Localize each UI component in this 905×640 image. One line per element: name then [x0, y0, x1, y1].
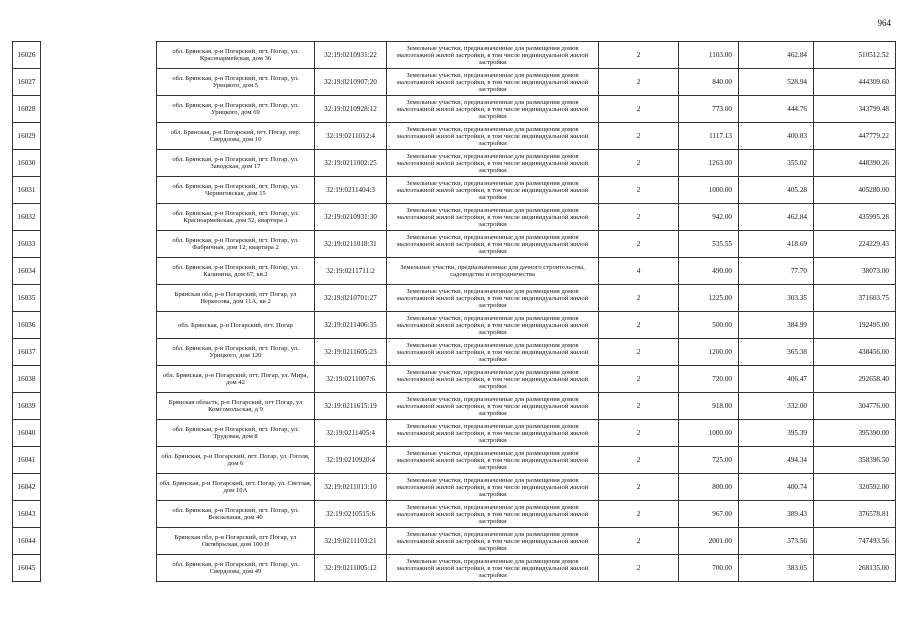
row-number: 16045	[13, 555, 41, 582]
category-code-cell: 2	[599, 555, 679, 582]
land-use-cell: Земельные участки, предназначенные для размещения домов малоэтажной жилой застройки, в том числе индивидуальной жилой застройки	[387, 123, 599, 150]
table-row	[13, 474, 896, 501]
land-use-cell: Земельные участки, предназначенные для размещения домов малоэтажной жилой застройки, в том числе индивидуальной жилой застройки	[387, 366, 599, 393]
specific-value-cell: 384.99	[739, 312, 814, 339]
land-use-cell: Земельные участки, предназначенные для размещения домов малоэтажной жилой застройки, в том числе индивидуальной жилой застройки	[387, 312, 599, 339]
cadastral-number-cell: 32:19:0211405:4	[315, 420, 387, 447]
area-cell: 800.00	[679, 474, 739, 501]
land-use-cell: Земельные участки, предназначенные для размещения домов малоэтажной жилой застройки, в том числе индивидуальной жилой застройки	[387, 231, 599, 258]
category-code-cell: 2	[599, 150, 679, 177]
table-row	[13, 123, 896, 150]
row-number: 16031	[13, 177, 41, 204]
cadastral-value-cell: 438456.00	[814, 339, 896, 366]
specific-value-cell: 400.83	[739, 123, 814, 150]
table-row	[13, 285, 896, 312]
address-cell: обл. Брянская, р-н Погарский, пгт. Погар, ул. Заводская, дом 17	[157, 150, 315, 177]
cadastral-value-cell: 304776.00	[814, 393, 896, 420]
table-body	[13, 42, 896, 582]
specific-value-cell: 395.39	[739, 420, 814, 447]
category-code-cell: 2	[599, 69, 679, 96]
specific-value-cell: 365.38	[739, 339, 814, 366]
blank-cell	[41, 447, 157, 474]
table-row	[13, 69, 896, 96]
row-number: 16038	[13, 366, 41, 393]
address-cell: обл. Брянская, р-н Погарский, пгт. Погар, ул. Мира, дом 42	[157, 366, 315, 393]
cadastral-value-cell: 38073.00	[814, 258, 896, 285]
blank-cell	[41, 42, 157, 69]
area-cell: 840.00	[679, 69, 739, 96]
category-code-cell: 2	[599, 447, 679, 474]
cadastral-number-cell: 32:19:0211005:12	[315, 555, 387, 582]
address-cell: обл. Брянская, р-н Погарский, пгт. Погар, ул. Черниговская, дом 15	[157, 177, 315, 204]
row-number: 16028	[13, 96, 41, 123]
table-row	[13, 177, 896, 204]
cadastral-value-cell: 447779.22	[814, 123, 896, 150]
cadastral-number-cell: 32:19:0211404:3	[315, 177, 387, 204]
row-number: 16026	[13, 42, 41, 69]
land-use-cell: Земельные участки, предназначенные для размещения домов малоэтажной жилой застройки, в том числе индивидуальной жилой застройки	[387, 393, 599, 420]
cadastral-number-cell: 32:19:0210931:30	[315, 204, 387, 231]
category-code-cell: 4	[599, 258, 679, 285]
cadastral-value-cell: 376578.81	[814, 501, 896, 528]
row-number: 16032	[13, 204, 41, 231]
table-row	[13, 393, 896, 420]
table-row	[13, 339, 896, 366]
table-row	[13, 555, 896, 582]
cadastral-value-cell: 435995.28	[814, 204, 896, 231]
area-cell: 490.00	[679, 258, 739, 285]
specific-value-cell: 418.69	[739, 231, 814, 258]
address-cell: обл. Брянская, р-н Погарский, пгт. Погар, ул. Фабричная, дом 12, квартира 2	[157, 231, 315, 258]
address-cell: обл. Брянская, р-н Погарский, пгт. Погар, ул. Красноармейская, дом 52, квартира 1	[157, 204, 315, 231]
area-cell: 1263.00	[679, 150, 739, 177]
area-cell: 2001.00	[679, 528, 739, 555]
cadastral-value-cell: 395390.00	[814, 420, 896, 447]
category-code-cell: 2	[599, 312, 679, 339]
area-cell: 918.00	[679, 393, 739, 420]
area-cell: 1103.00	[679, 42, 739, 69]
address-cell: обл. Брянская, р-н Погарский, пгт. Погар, ул. Урицкого, дом 120	[157, 339, 315, 366]
category-code-cell: 2	[599, 393, 679, 420]
blank-cell	[41, 501, 157, 528]
land-use-cell: Земельные участки, предназначенные для размещения домов малоэтажной жилой застройки, в том числе индивидуальной жилой застройки	[387, 447, 599, 474]
category-code-cell: 2	[599, 285, 679, 312]
cadastral-value-cell: 224229.43	[814, 231, 896, 258]
row-number: 16041	[13, 447, 41, 474]
specific-value-cell: 528.94	[739, 69, 814, 96]
area-cell: 1000.00	[679, 420, 739, 447]
area-cell: 720.00	[679, 366, 739, 393]
blank-cell	[41, 204, 157, 231]
area-cell: 1225.00	[679, 285, 739, 312]
table-row	[13, 447, 896, 474]
blank-cell	[41, 555, 157, 582]
cadastral-number-cell: 32:19:0211018:31	[315, 231, 387, 258]
area-cell: 535.55	[679, 231, 739, 258]
address-cell: Брянская область, р-н Погарский, пгт Погар, ул Комсомольская, д 9	[157, 393, 315, 420]
blank-cell	[41, 258, 157, 285]
cadastral-value-cell: 358396.50	[814, 447, 896, 474]
land-use-cell: Земельные участки, предназначенные для размещения домов малоэтажной жилой застройки, в том числе индивидуальной жилой застройки	[387, 69, 599, 96]
address-cell: обл. Брянская, р-н Погарский, пгт. Погар, ул. Вокзальная, дом 40	[157, 501, 315, 528]
specific-value-cell: 383.05	[739, 555, 814, 582]
address-cell: обл. Брянская, р-н Погарский, пгт. Погар, ул. Калинина, дом 67, кв.2	[157, 258, 315, 285]
specific-value-cell: 462.84	[739, 204, 814, 231]
land-use-cell: Земельные участки, предназначенные для размещения домов малоэтажной жилой застройки, в том числе индивидуальной жилой застройки	[387, 42, 599, 69]
table-row	[13, 528, 896, 555]
land-use-cell: Земельные участки, предназначенные для размещения домов малоэтажной жилой застройки, в том числе индивидуальной жилой застройки	[387, 555, 599, 582]
specific-value-cell: 355.02	[739, 150, 814, 177]
category-code-cell: 2	[599, 231, 679, 258]
land-use-cell: Земельные участки, предназначенные для размещения домов малоэтажной жилой застройки, в том числе индивидуальной жилой застройки	[387, 96, 599, 123]
address-cell: Брянская обл, р-н Погарский, пгт Погар, ул Октябрьская, дом 100 Н	[157, 528, 315, 555]
row-number: 16034	[13, 258, 41, 285]
row-number: 16036	[13, 312, 41, 339]
table-row	[13, 231, 896, 258]
cadastral-value-cell: 268135.00	[814, 555, 896, 582]
area-cell: 1117.13	[679, 123, 739, 150]
cadastral-value-cell: 444309.60	[814, 69, 896, 96]
cadastral-number-cell: 32:19:0211103:21	[315, 528, 387, 555]
row-number: 16040	[13, 420, 41, 447]
cadastral-number-cell: 32:19:0210515:6	[315, 501, 387, 528]
blank-cell	[41, 96, 157, 123]
specific-value-cell: 77.70	[739, 258, 814, 285]
cadastral-number-cell: 32:19:0211002:25	[315, 150, 387, 177]
category-code-cell: 2	[599, 474, 679, 501]
table-row	[13, 204, 896, 231]
cadastral-value-cell: 292658.40	[814, 366, 896, 393]
blank-cell	[41, 339, 157, 366]
land-use-cell: Земельные участки, предназначенные для размещения домов малоэтажной жилой застройки, в том числе индивидуальной жилой застройки	[387, 501, 599, 528]
blank-cell	[41, 420, 157, 447]
blank-cell	[41, 528, 157, 555]
land-use-cell: Земельные участки, предназначенные для размещения домов малоэтажной жилой застройки, в том числе индивидуальной жилой застройки	[387, 177, 599, 204]
address-cell: Брянская обл, р-н Погарский, пгт Погар, ул Неркесова, дом 11А, кв 2	[157, 285, 315, 312]
blank-cell	[41, 231, 157, 258]
cadastral-number-cell: 32:19:0210928:12	[315, 96, 387, 123]
land-use-cell: Земельные участки, предназначенные для размещения домов малоэтажной жилой застройки, в том числе индивидуальной жилой застройки	[387, 204, 599, 231]
address-cell: обл. Брянская, р-н Погарский, пгт. Погар, ул. Гоголя, дом 6	[157, 447, 315, 474]
cadastral-value-cell: 405280.00	[814, 177, 896, 204]
area-cell: 942.00	[679, 204, 739, 231]
category-code-cell: 2	[599, 204, 679, 231]
cadastral-number-cell: 32:19:0210931:22	[315, 42, 387, 69]
table-row	[13, 420, 896, 447]
specific-value-cell: 303.35	[739, 285, 814, 312]
table-row	[13, 150, 896, 177]
blank-cell	[41, 474, 157, 501]
row-number: 16035	[13, 285, 41, 312]
area-cell: 700.00	[679, 555, 739, 582]
cadastral-number-cell: 32:19:0211605:23	[315, 339, 387, 366]
blank-cell	[41, 366, 157, 393]
address-cell: обл. Брянская, р-н Погарский, пгт. Погар, ул. Трудовая, дом 8	[157, 420, 315, 447]
area-cell: 967.00	[679, 501, 739, 528]
row-number: 16037	[13, 339, 41, 366]
address-cell: обл. Брянская, р-н Погарский, пгт. Погар, ул. Свердлова, дом 49	[157, 555, 315, 582]
cadastral-number-cell: 32:19:0210701:27	[315, 285, 387, 312]
specific-value-cell: 389.43	[739, 501, 814, 528]
specific-value-cell: 406.47	[739, 366, 814, 393]
cadastral-number-cell: 32:19:0211007:6	[315, 366, 387, 393]
row-number: 16039	[13, 393, 41, 420]
row-number: 16043	[13, 501, 41, 528]
specific-value-cell: 400.74	[739, 474, 814, 501]
land-plots-table	[12, 41, 896, 582]
blank-cell	[41, 312, 157, 339]
cadastral-number-cell: 32:19:0211012:4	[315, 123, 387, 150]
category-code-cell: 2	[599, 177, 679, 204]
table-row	[13, 96, 896, 123]
category-code-cell: 2	[599, 528, 679, 555]
address-cell: обл. Брянская, р-н Погарский, пгт. Погар, пер. Свердлова, дом 10	[157, 123, 315, 150]
category-code-cell: 2	[599, 96, 679, 123]
address-cell: обл. Брянская, р-н Погарский, пгт. Погар, ул. Светлая, дом 10А	[157, 474, 315, 501]
address-cell: обл. Брянская, р-н Погарский, пгт. Погар	[157, 312, 315, 339]
table-row	[13, 501, 896, 528]
blank-cell	[41, 393, 157, 420]
land-use-cell: Земельные участки, предназначенные для дачного строительства, садоводства и огородничества	[387, 258, 599, 285]
blank-cell	[41, 285, 157, 312]
address-cell: обл. Брянская, р-н Погарский, пгт. Погар, ул. Урицкого, дом 5	[157, 69, 315, 96]
blank-cell	[41, 177, 157, 204]
category-code-cell: 2	[599, 501, 679, 528]
cadastral-value-cell: 371603.75	[814, 285, 896, 312]
row-number: 16044	[13, 528, 41, 555]
category-code-cell: 2	[599, 420, 679, 447]
cadastral-number-cell: 32:19:0211615:19	[315, 393, 387, 420]
cadastral-value-cell: 510512.52	[814, 42, 896, 69]
cadastral-number-cell: 32:19:0211013:10	[315, 474, 387, 501]
row-number: 16029	[13, 123, 41, 150]
row-number: 16030	[13, 150, 41, 177]
specific-value-cell: 462.84	[739, 42, 814, 69]
area-cell: 1000.00	[679, 177, 739, 204]
category-code-cell: 2	[599, 42, 679, 69]
land-use-cell: Земельные участки, предназначенные для размещения домов малоэтажной жилой застройки, в том числе индивидуальной жилой застройки	[387, 420, 599, 447]
blank-cell	[41, 150, 157, 177]
cadastral-value-cell: 747493.56	[814, 528, 896, 555]
row-number: 16027	[13, 69, 41, 96]
category-code-cell: 2	[599, 123, 679, 150]
cadastral-number-cell: 32:19:0211406:35	[315, 312, 387, 339]
cadastral-number-cell: 32:19:0211711:2	[315, 258, 387, 285]
specific-value-cell: 373.56	[739, 528, 814, 555]
cadastral-value-cell: 192495.00	[814, 312, 896, 339]
specific-value-cell: 332.00	[739, 393, 814, 420]
table-row	[13, 42, 896, 69]
land-use-cell: Земельные участки, предназначенные для размещения домов малоэтажной жилой застройки, в том числе индивидуальной жилой застройки	[387, 474, 599, 501]
row-number: 16033	[13, 231, 41, 258]
area-cell: 725.00	[679, 447, 739, 474]
table-row	[13, 258, 896, 285]
specific-value-cell: 494.34	[739, 447, 814, 474]
area-cell: 773.00	[679, 96, 739, 123]
cadastral-value-cell: 320592.00	[814, 474, 896, 501]
table-row	[13, 366, 896, 393]
specific-value-cell: 405.28	[739, 177, 814, 204]
land-use-cell: Земельные участки, предназначенные для размещения домов малоэтажной жилой застройки, в том числе индивидуальной жилой застройки	[387, 528, 599, 555]
blank-cell	[41, 69, 157, 96]
category-code-cell: 2	[599, 366, 679, 393]
land-use-cell: Земельные участки, предназначенные для размещения домов малоэтажной жилой застройки, в том числе индивидуальной жилой застройки	[387, 285, 599, 312]
cadastral-number-cell: 32:19:0210920:4	[315, 447, 387, 474]
address-cell: обл. Брянская, р-н Погарский, пгт. Погар, ул. Красноармейская, дом 36	[157, 42, 315, 69]
page-number: 964	[877, 18, 891, 28]
area-cell: 1200.00	[679, 339, 739, 366]
table-row	[13, 312, 896, 339]
category-code-cell: 2	[599, 339, 679, 366]
cadastral-value-cell: 343799.48	[814, 96, 896, 123]
cadastral-number-cell: 32:19:0210907:20	[315, 69, 387, 96]
cadastral-value-cell: 448390.26	[814, 150, 896, 177]
land-use-cell: Земельные участки, предназначенные для размещения домов малоэтажной жилой застройки, в том числе индивидуальной жилой застройки	[387, 339, 599, 366]
blank-cell	[41, 123, 157, 150]
land-use-cell: Земельные участки, предназначенные для размещения домов малоэтажной жилой застройки, в том числе индивидуальной жилой застройки	[387, 150, 599, 177]
area-cell: 500.00	[679, 312, 739, 339]
specific-value-cell: 444.76	[739, 96, 814, 123]
row-number: 16042	[13, 474, 41, 501]
address-cell: обл. Брянская, р-н Погарский, пгт. Погар, ул. Урицкого, дом 69	[157, 96, 315, 123]
